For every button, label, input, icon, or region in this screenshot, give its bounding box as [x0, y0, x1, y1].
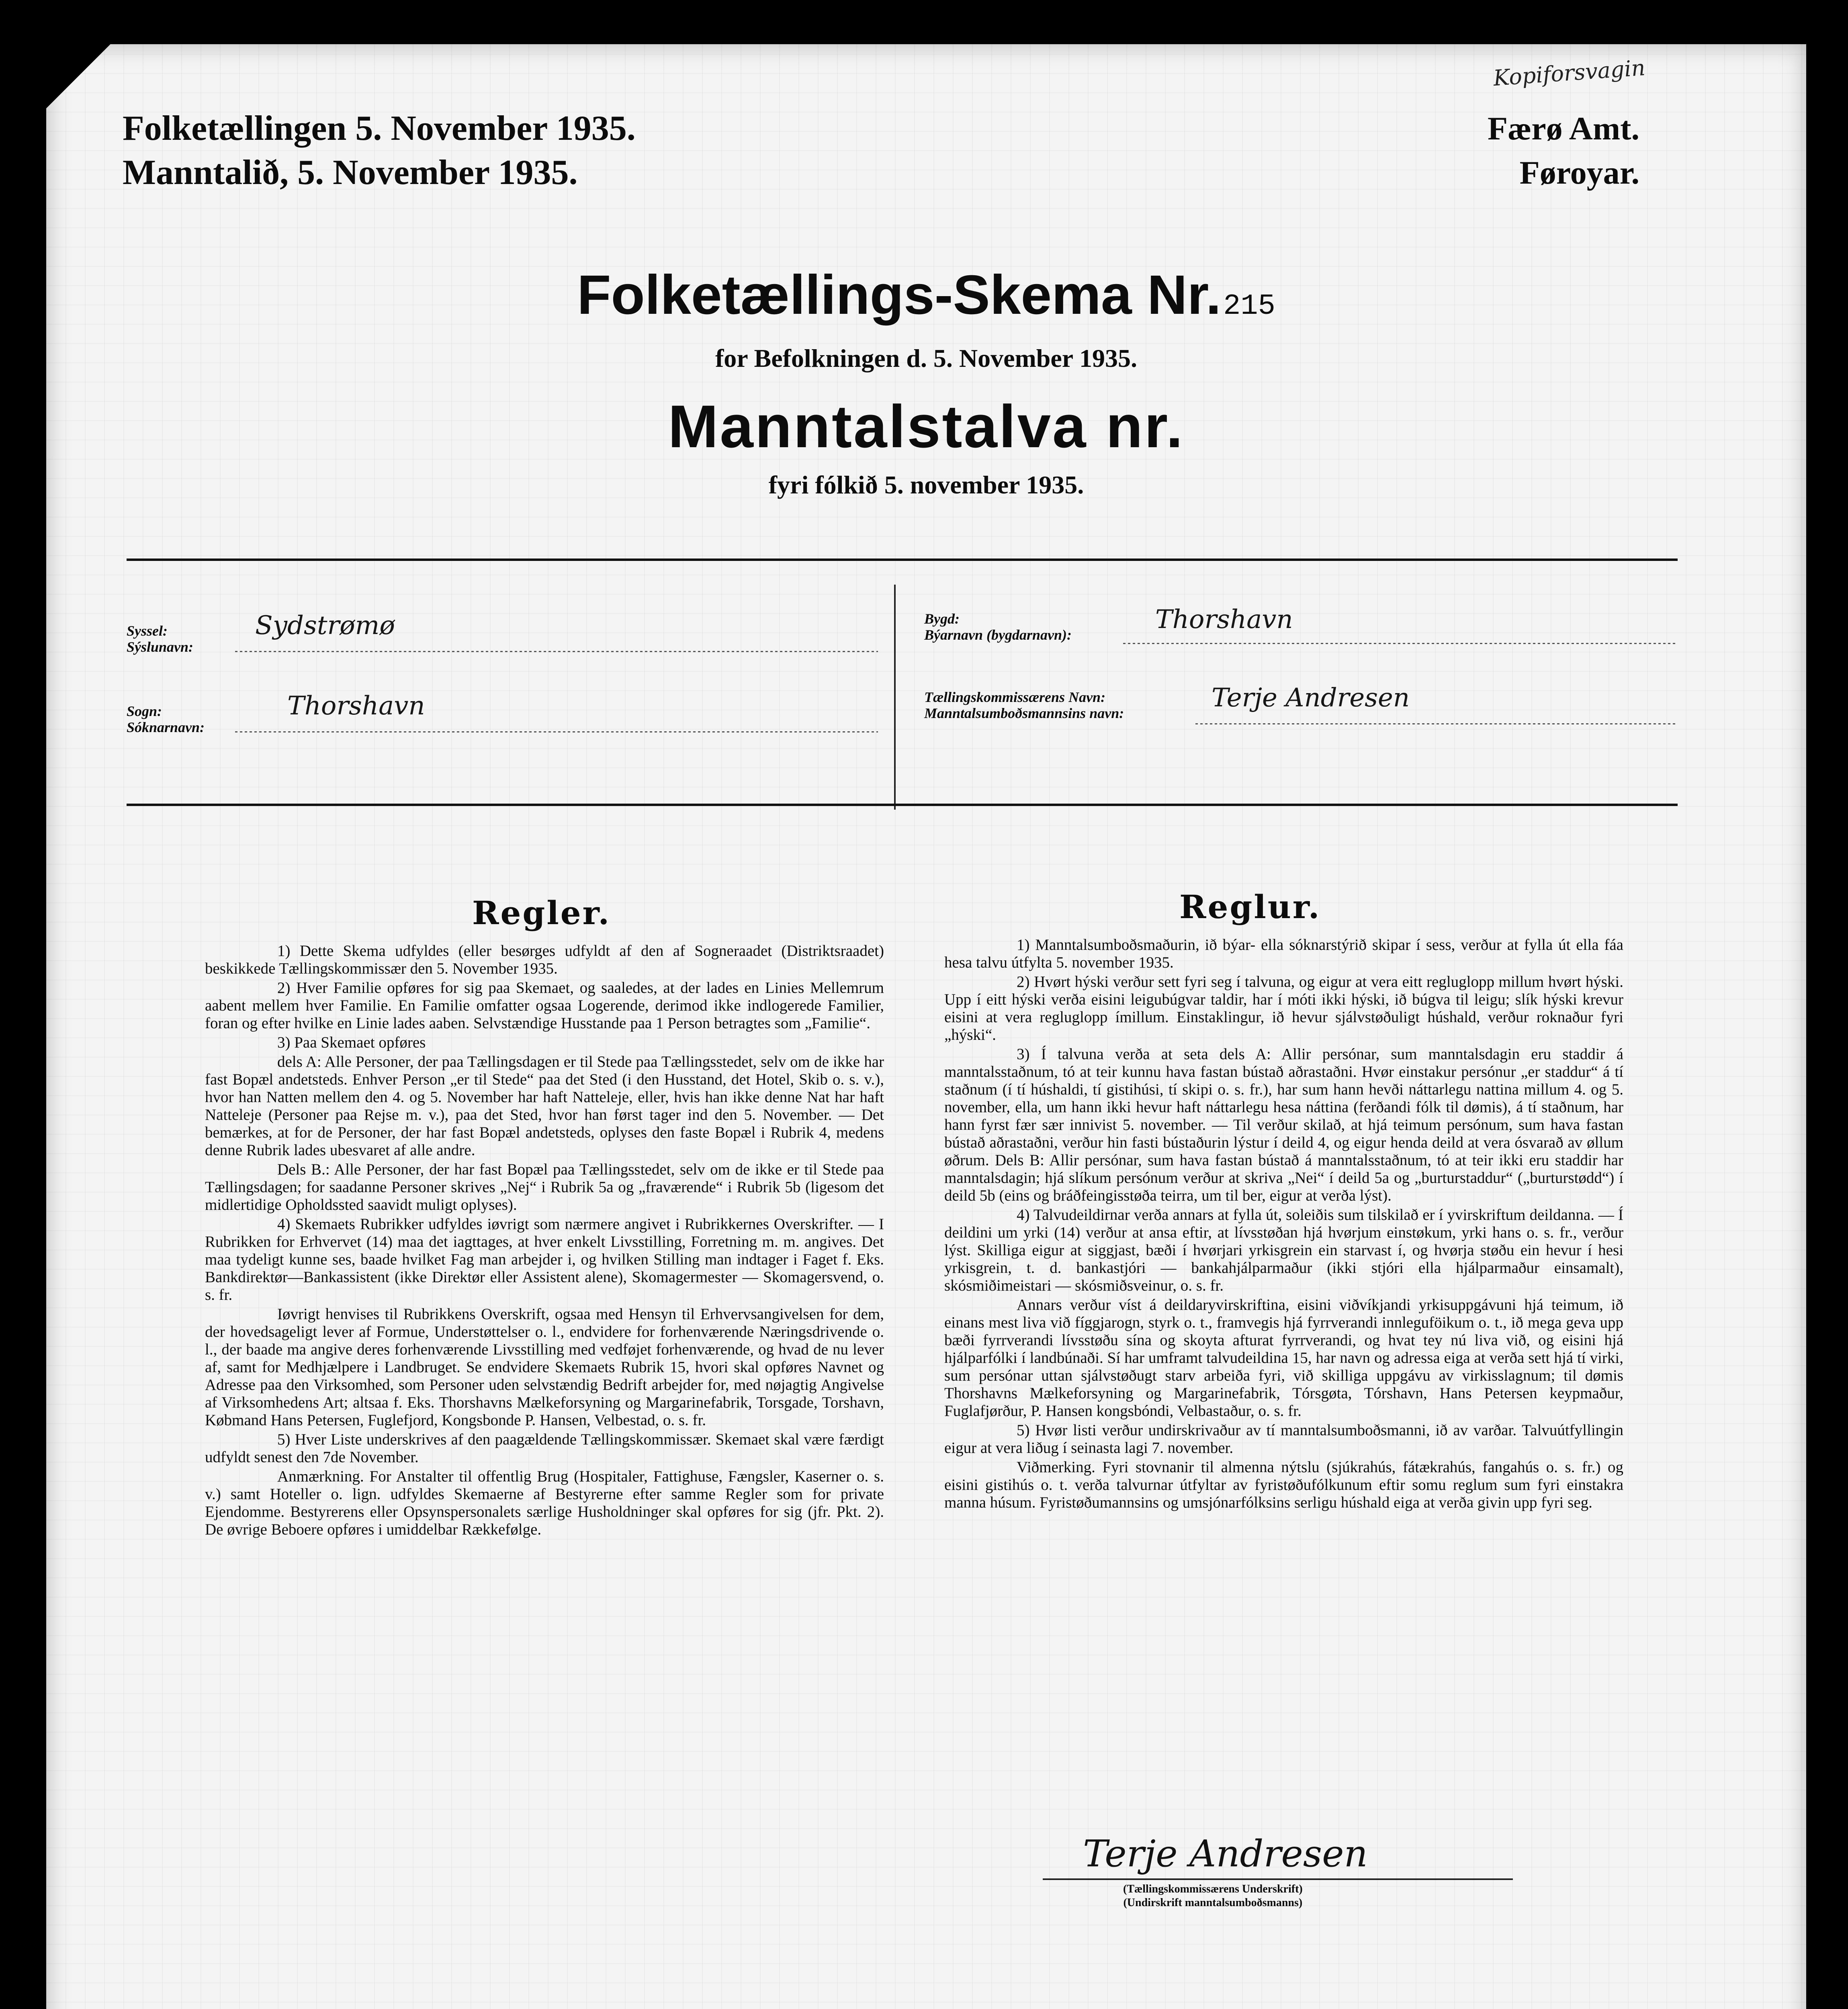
- signature-caption-2: (Undirskrift manntalsumboðsmanns): [1123, 1896, 1303, 1909]
- kommissaer-line: [1195, 723, 1678, 724]
- rule-fo-5: 5) Hvør listi verður undirskrivaður av tí manntalsumboðsmanni, ið av varðar. Talvuútfyllingin eigur at vera liðug í seinasta lagi 7. november.: [944, 1422, 1623, 1457]
- header-right-line2: Føroyar.: [1519, 154, 1639, 191]
- header-right-line1: Færø Amt.: [1487, 110, 1639, 147]
- top-divider: [127, 559, 1678, 561]
- signature-caption-1: (Tællingskommissærens Underskrift): [1123, 1883, 1303, 1895]
- handwritten-note: Kopiforsvagin: [1492, 55, 1646, 91]
- rule-fo-2: 2) Hvørt hýski verður sett fyri seg í talvuna, og eigur at vera eitt regluglopp millum hvørt hýski. Upp í eitt hýski verða eisini leigubúgvar taldir, har í móti ikki hýski, ið búgva til leigu; slík hýski krevur eisini at vera regluglopp ímillum. Einstaklingur, ið hevur sjálvstøðuligt húshald, verður roknaður fyri „hýski“.: [944, 973, 1623, 1043]
- rule-da-3a: dels A: Alle Personer, der paa Tællingsdagen er til Stede paa Tællingsstedet, selv om de ikke har fast Bopæl andetsteds. Enhver Person „er til Stede“ paa det Sted (i den Husstand, det Hotel, Skib o. s. v.), hvor han Natten mellem den 4. og 5. November har haft Natteleje, eller, hvis han ikke denne Nat har haft Natteleje (Personer paa Rejse m. v.), paa det Sted, hvor han først tager ind den 5. November. — Det bemærkes, at for de Personer, der har fast Bopæl andetsteds, oplyses den faste Bopæl i Rubrik 4, medens denne Rubrik lades ubesvaret af alle andre.: [205, 1053, 884, 1159]
- rules-da-heading: Regler.: [472, 894, 611, 932]
- syssel-value: Sydstrømø: [255, 611, 395, 640]
- sogn-value: Thorshavn: [287, 691, 425, 721]
- rule-da-note: Anmærkning. For Anstalter til offentlig Brug (Hospitaler, Fattighuse, Fængsler, Kaserner o. s. v.) samt Hoteller o. lign. udfyldes Skemaerne af Bestyrerne efter samme Regler som for private Ejendomme. Bestyrerens eller Opsynspersonalets særlige Husholdninger skal opføres for sig (jfr. Pkt. 2). De øvrige Beboere opføres i umiddelbar Rækkefølge.: [205, 1468, 884, 1538]
- header-left-line2: Manntalið, 5. November 1935.: [123, 153, 578, 192]
- header-right: [1488, 106, 1639, 195]
- rule-fo-4: 4) Talvudeildirnar verða annars at fylla út, soleiðis sum tilskilað er í yvirskriftum deildanna. — Í deildini um yrki (14) verður at ansa eftir, at lívsstøðan hjá hvørjum einstøkum, yrki hans o. s. fr., verður lýst. Skilliga eigur at siggjast, bæði í hvørjari yrkisgrein ein starvast í, og hvørja støðu ein hevur í hesi yrkisgrein, t. d. bankastjóri — bankahjálparmaður (ikki stjóri ella hjálparmaður einsamalt), skósmiðimeistari — skósmiðsveinur, o. s. fr.: [944, 1206, 1623, 1294]
- signature: Terje Andresen: [1083, 1832, 1368, 1875]
- rule-da-3b: Dels B.: Alle Personer, der har fast Bopæl paa Tællingsstedet, selv om de ikke er til Stede paa Tællingsdagen; for saadanne Personer skrives „Nej“ i Rubrik 5a og „fraværende“ i Rubrik 5b (ligesom det midlertidige Opholdssted saavidt muligt oplyses).: [205, 1161, 884, 1213]
- sogn-line: [235, 731, 878, 732]
- rule-fo-note: Viðmerking. Fyri stovnanir til almenna nýtslu (sjúkrahús, fátækrahús, fangahús o. s. fr.) og eisini gistihús o. t. verða talvurnar útfyltar av fyristøðufólkunum eftir somu reglum sum fyri einstakra manna húsum. Fyristøðumannsins og umsjónarfólksins serligu húshald eiga at verða givin upp fyri seg.: [944, 1459, 1623, 1511]
- rule-da-5: 5) Hver Liste underskrives af den paagældende Tællingskommissær. Skemaet skal være færdigt udfyldt senest den 7de November.: [205, 1431, 884, 1466]
- title-main2: Manntalstalva nr.: [668, 393, 1185, 460]
- vertical-divider: [894, 585, 896, 810]
- title-sub2: fyri fólkið 5. november 1935.: [768, 471, 1084, 499]
- title-main: Folketællings-Skema Nr.: [577, 264, 1222, 326]
- rules-fo-heading: Reglur.: [1179, 888, 1321, 926]
- rule-fo-1: 1) Manntalsumboðsmaðurin, ið býar- ella sóknarstýrið skipar í sess, verður at fylla út ella fáa hesa talvu útfylta 5. november 1935.: [944, 936, 1623, 971]
- signature-caption: [1123, 1882, 1303, 1910]
- rule-da-4b: Iøvrigt henvises til Rubrikkens Overskrift, ogsaa med Hensyn til Erhvervsangivelsen for dem, der hovedsageligt lever af Formue, Understøttelser o. l., endvidere for forhenværende Næringsdrivende o. l., der baade ma angive deres forhenværende Livsstilling med vedføjet forhenværende, og hvad de nu lever af, samt for Medhjælpere i Landbruget. Se endvidere Skemaets Rubrik 15, hvori skal opføres Navnet og Adresse paa den Virksomhed, som Personer uden selvstændig Bedrift arbejder for, med nøjagtig Angivelse af Virksomhedens Art; altsaa f. Eks. Thorshavns Mælkeforsyning og Margarinefabrik, Torsgade, Torshavn, Købmand Hans Petersen, Fuglefjord, Kongsbonde P. Hansen, Velbestad, o. s. fr.: [205, 1305, 884, 1429]
- rule-da-2: 2) Hver Familie opføres for sig paa Skemaet, og saaledes, at der lades en Linies Mellemrum aabent mellem hver Familie. En Familie omfatter ogsaa Logerende, derimod ikke indlogerede Familier, foran og efter hvilke en Linie lades aaben. Selvstændige Husstande paa 1 Person betragtes som „Familie“.: [205, 979, 884, 1032]
- header-left: [123, 106, 636, 195]
- film-edge: [46, 44, 111, 108]
- syssel-label: Syssel: Sýslunavn:: [127, 623, 194, 655]
- rules-fo-column: [944, 936, 1623, 1513]
- bygd-label: Bygd: Býarnavn (bygdarnavn):: [924, 611, 1072, 643]
- header-left-line1: Folketællingen 5. November 1935.: [123, 109, 636, 148]
- rule-fo-4b: Annars verður víst á deildaryvirskriftina, eisini viðvíkjandi yrkisuppgávuni hjá teimum, ið einans mest liva við fíggjarogn, styrk o. t., framvegis hjá fyrrverandi innleguföikum o. t., ið mega geva upp bæði fyrrverandi lívsstøðu sína og skoyta afturat fyrrverandi, og hvat tey nú liva við, og eisini hjá hjálparfólki í landbúnaði. Sí har umframt talvudeildina 15, har navn og adressa eiga at verða sett hjá tí virki, sum persónar uttan sjálvstøðugt starv arbeiða fyri, við skilliga uppgávu av virkisslagnum; til dømis Thorshavns Mælkeforsyning og Margarinefabrik, Tórsgøta, Tórshavn, Hans Petersen keypmaður, Fuglafjørður, P. Hansen kongsbóndi, Velbastaður, o. s. fr.: [944, 1296, 1623, 1420]
- title-sub1: for Befolkningen d. 5. November 1935.: [715, 344, 1138, 372]
- rule-da-3: 3) Paa Skemaet opføres: [277, 1034, 426, 1051]
- syssel-line: [235, 651, 878, 652]
- bygd-value: Thorshavn: [1155, 605, 1293, 634]
- sogn-label: Sogn: Sóknarnavn:: [127, 703, 205, 735]
- rule-fo-3: 3) Í talvuna verða at seta dels A: Allir persónar, sum manntalsdagin eru staddir á manntalsstaðnum, tó at teir kunnu hava fastan bústað aðrastaðni. Hvør einstakur persónur „er staddur“ á tí staðnum (í tí húshaldi, tí gistihúsi, tí skipi o. s. fr.), har sum hann hevði náttarlegu nattina millum 4. og 5. november, ella, um hann ikki hevur haft náttarlegu hesa náttina (ferðandi fólk til dømis), á tí staðnum, har hann fyrst fær sær innivist 5. november. — Til verður skilað, at hjá teimum persónum, sum hava fastan bústað aðrastaðni, verður hin fasti bústaðurin lýstur í deild 4, og eigur henda deild at vera ósvarað av øllum øðrum. Dels B: Allir persónar, sum hava fastan bústað á manntalsstaðnum, tó at teir ikki eru staddir har manntalsdagin; hjá slíkum persónum verður at skriva „Nei“ í deild 5a og „burturstaddur“ („burturstødd“) í deild 5b (eins og bráðfeingisstøða teirra, um til ber, eigur at verða lýst).: [944, 1045, 1623, 1204]
- form-number: 215: [1223, 290, 1275, 323]
- bygd-line: [1123, 643, 1678, 644]
- kommissaer-value: Terje Andresen: [1212, 683, 1410, 713]
- rule-da-4: 4) Skemaets Rubrikker udfyldes iøvrigt som nærmere angivet i Rubrikkernes Overskrifter. — I Rubrikken for Erhvervet (14) maa det iagttages, at hver enkelt Livsstilling, Forretning m. m. angives. Det maa tydeligt kunne ses, baade hvilket Fag man arbejder i, og hvilken Stilling man indtager i Faget f. Eks. Bankdirektør—Bankassistent (ikke Direktør eller Assistent alene), Skomagermester — Skomagersvend, o. s. fr.: [205, 1215, 884, 1303]
- bottom-divider: [127, 804, 1678, 806]
- rules-da-column: [205, 942, 884, 1540]
- kommissaer-label: Tællingskommissærens Navn: Manntalsumboðsmannsins navn:: [924, 689, 1124, 721]
- title-main-row: [46, 263, 1806, 327]
- census-form-sheet: [46, 44, 1806, 2009]
- rule-da-1: 1) Dette Skema udfyldes (eller besørges udfyldt af den af Sogneraadet (Distriktsraadet) beskikkede Tællingskommissær den 5. November 1935.: [205, 942, 884, 977]
- signature-line: [1043, 1878, 1513, 1880]
